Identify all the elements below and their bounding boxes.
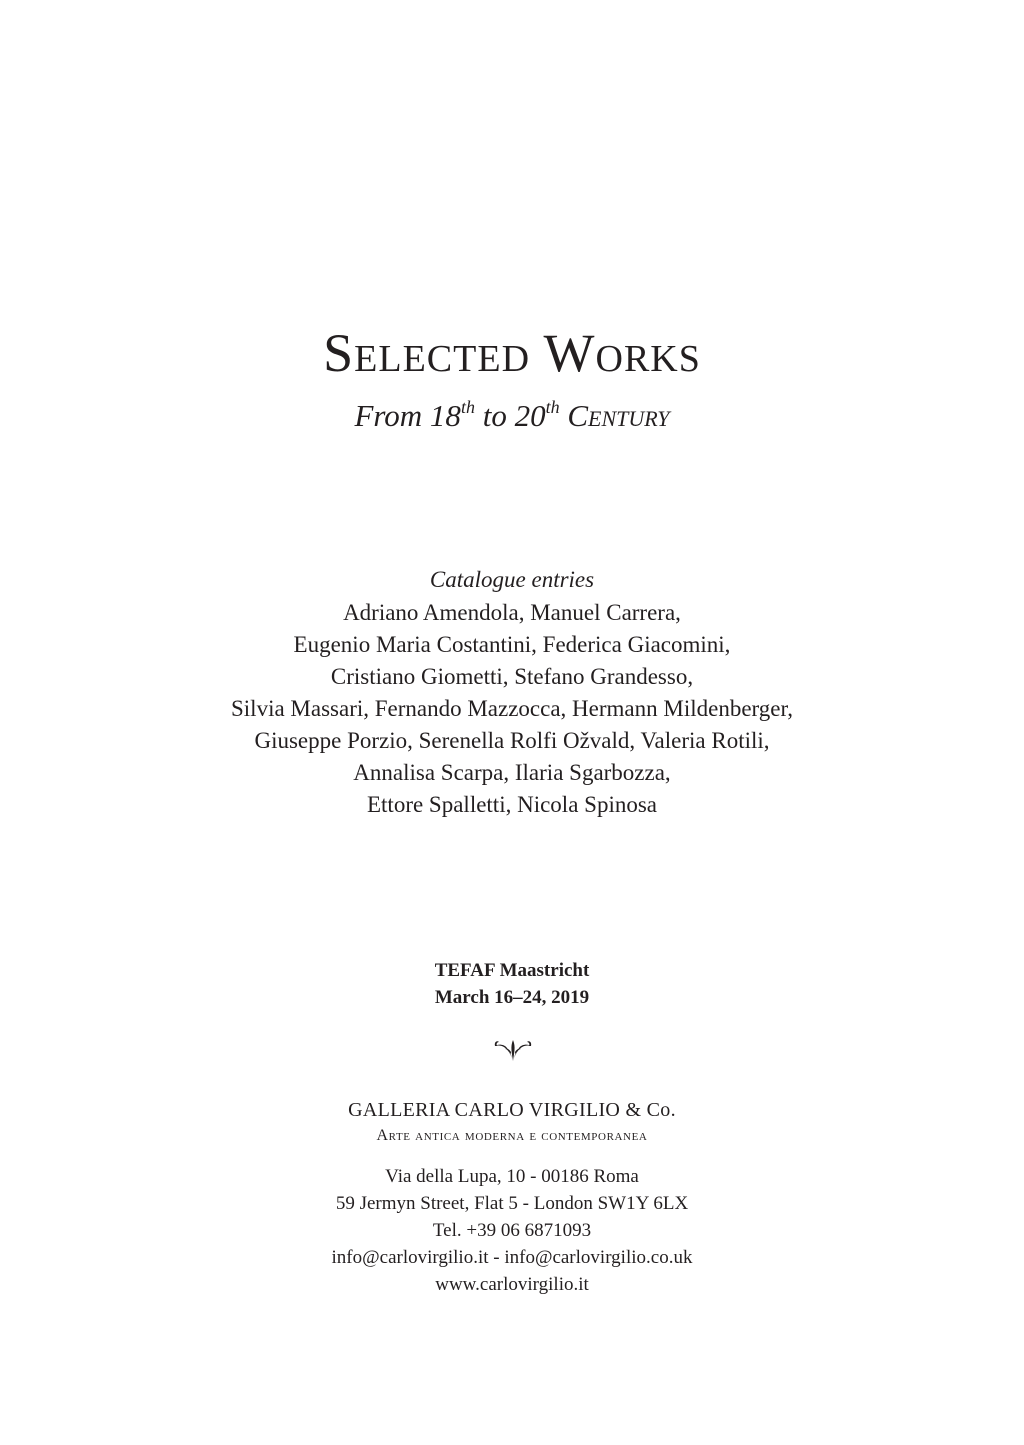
email-addresses: info@carlovirgilio.it - info@carlovirgilio.co.uk — [331, 1247, 693, 1268]
subtitle-ordinal-2: th — [545, 397, 560, 417]
subtitle-middle: to 20 — [474, 398, 546, 433]
subtitle-prefix: From 18 — [354, 398, 461, 433]
author-line: Ettore Spalletti, Nicola Spinosa — [366, 792, 657, 817]
author-line: Eugenio Maria Costantini, Federica Giacomini, — [293, 632, 731, 657]
catalogue-entries-label: Catalogue entries — [429, 567, 595, 592]
subtitle-ordinal-1: th — [460, 397, 475, 417]
event-name: TEFAF Maastricht — [434, 960, 590, 981]
event-info — [0, 957, 1024, 1011]
telephone: Tel. +39 06 6871093 — [432, 1220, 592, 1241]
author-line: Giuseppe Porzio, Serenella Rolfi Ožvald, Valeria Rotili, — [254, 728, 770, 753]
author-line: Cristiano Giometti, Stefano Grandesso, — [330, 664, 694, 689]
fleuron-icon — [492, 1038, 534, 1062]
address-london: 59 Jermyn Street, Flat 5 - London SW1Y 6LX — [335, 1193, 689, 1214]
gallery-tagline: Arte antica moderna e contemporanea — [376, 1127, 648, 1144]
gallery-name: GALLERIA CARLO VIRGILIO & Co. — [348, 1099, 676, 1121]
address-rome: Via della Lupa, 10 - 00186 Roma — [385, 1166, 639, 1187]
subtitle-century: Century — [559, 398, 670, 433]
page-subtitle — [0, 394, 1024, 438]
author-line: Annalisa Scarpa, Ilaria Sgarbozza, — [353, 760, 671, 785]
event-dates: March 16–24, 2019 — [434, 987, 590, 1008]
gallery-contact — [0, 1163, 1024, 1298]
author-line: Silvia Massari, Fernando Mazzocca, Hermann Mildenberger, — [231, 696, 793, 721]
website: www.carlovirgilio.it — [435, 1274, 589, 1295]
page-title: Selected Works — [323, 323, 701, 383]
author-line: Adriano Amendola, Manuel Carrera, — [343, 600, 681, 625]
catalogue-authors — [0, 597, 1024, 821]
